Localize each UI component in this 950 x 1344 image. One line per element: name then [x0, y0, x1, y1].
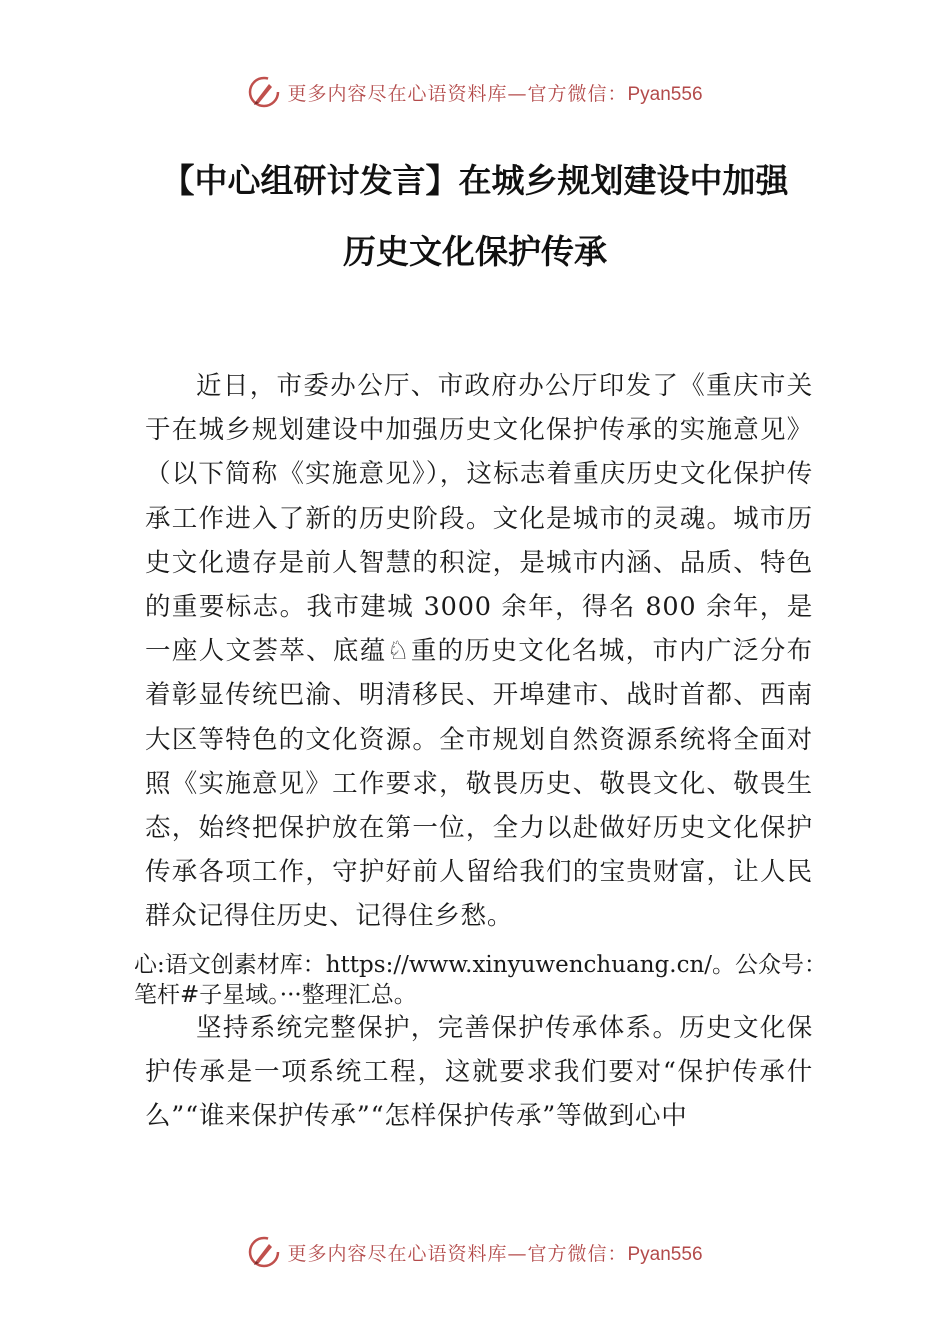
- footer-watermark: [0, 1232, 950, 1272]
- body-section-2: [145, 1006, 813, 1139]
- paragraph-1: 近日，市委办公厅、市政府办公厅印发了《重庆市关于在城乡规划建设中加强历史文化保护传承的实施意见》（以下简称《实施意见》），这标志着重庆历史文化保护传承工作进入了新的历史阶段。文化是城市的灵魂。城市历史文化遗存是前人智慧的积淀，是城市内涵、品质、特色的重要标志。我市建城 3000 余年，得名 800 余年，是一座人文荟萃、底蕴♘重的历史文化名城，市内广泛分布着彰显传统巴渝、明清移民、开埠建市、战时首都、西南大区等特色的文化资源。全市规划自然资源系统将全面对照《实施意见》工作要求，敬畏历史、敬畏文化、敬畏生态，始终把保护放在第一位，全力以赴做好历史文化保护传承各项工作，守护好前人留给我们的宝贵财富，让人民群众记得住历史、记得住乡愁。: [145, 371, 813, 932]
- pen-logo-icon: [247, 75, 281, 109]
- header-watermark: [0, 72, 950, 112]
- body-section-1: [145, 364, 813, 939]
- page-title-line-2: 历史文化保护传承: [343, 232, 607, 271]
- page-title-line-1: 【中心组研讨发言】在城乡规划建设中加强: [161, 161, 789, 200]
- paragraph-2: 坚持系统完整保护，完善保护传承体系。历史文化保护传承是一项系统工程，这就要求我们要对“保护传承什么”“谁来保护传承”“怎样保护传承”等做到心中: [145, 1013, 813, 1132]
- source-note: 心:语文创素材库：https://www.xinyuwenchuang.cn/。公众号：笔杆#子星域。···整理汇总。: [134, 952, 828, 1008]
- pen-logo-icon: [247, 1235, 281, 1269]
- watermark-text: 更多内容尽在心语资料库—官方微信：Pyan556: [287, 82, 703, 105]
- watermark-text: 更多内容尽在心语资料库—官方微信：Pyan556: [287, 1242, 703, 1265]
